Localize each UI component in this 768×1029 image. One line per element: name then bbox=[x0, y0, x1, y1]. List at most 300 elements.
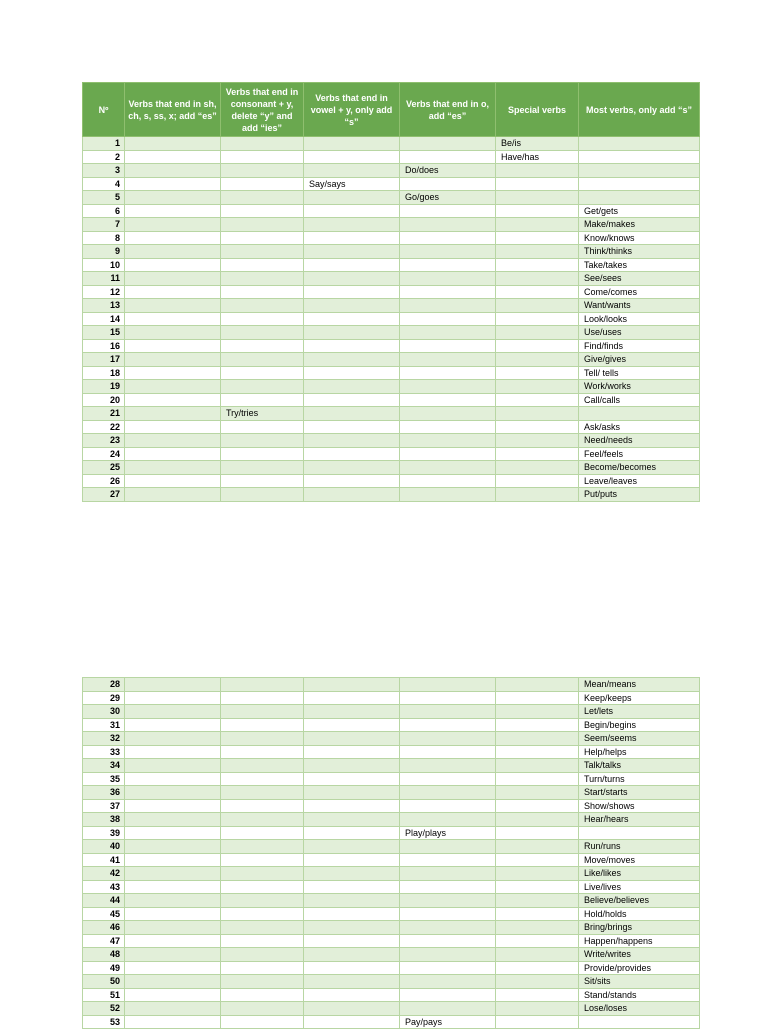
sh-ch-cell bbox=[125, 447, 221, 461]
vowel-y-cell bbox=[304, 488, 400, 502]
consonant-y-cell bbox=[221, 934, 304, 948]
most-verbs-cell: Provide/provides bbox=[579, 961, 700, 975]
most-verbs-cell: Show/shows bbox=[579, 799, 700, 813]
number-cell: 44 bbox=[83, 894, 125, 908]
consonant-y-cell bbox=[221, 894, 304, 908]
consonant-y-cell bbox=[221, 177, 304, 191]
table-row bbox=[83, 272, 700, 286]
table-row bbox=[83, 245, 700, 259]
special-verb-cell bbox=[496, 691, 579, 705]
vowel-y-cell bbox=[304, 218, 400, 232]
number-cell: 39 bbox=[83, 826, 125, 840]
ends-in-o-cell bbox=[400, 907, 496, 921]
special-verb-cell bbox=[496, 705, 579, 719]
consonant-y-cell bbox=[221, 380, 304, 394]
consonant-y-cell bbox=[221, 853, 304, 867]
number-cell: 21 bbox=[83, 407, 125, 421]
vowel-y-cell bbox=[304, 894, 400, 908]
special-verb-cell bbox=[496, 988, 579, 1002]
number-cell: 53 bbox=[83, 1015, 125, 1029]
most-verbs-cell: Talk/talks bbox=[579, 759, 700, 773]
table-row bbox=[83, 745, 700, 759]
most-verbs-cell: Bring/brings bbox=[579, 921, 700, 935]
special-verb-cell bbox=[496, 366, 579, 380]
ends-in-o-cell bbox=[400, 218, 496, 232]
special-verb-cell bbox=[496, 312, 579, 326]
number-cell: 45 bbox=[83, 907, 125, 921]
table-row bbox=[83, 150, 700, 164]
table-row bbox=[83, 961, 700, 975]
sh-ch-cell bbox=[125, 434, 221, 448]
most-verbs-cell bbox=[579, 164, 700, 178]
header-vowel-y: Verbs that end in vowel + y, only add “s” bbox=[304, 83, 400, 137]
special-verb-cell bbox=[496, 799, 579, 813]
vowel-y-cell bbox=[304, 285, 400, 299]
header-number: Nº bbox=[83, 83, 125, 137]
vowel-y-cell bbox=[304, 299, 400, 313]
special-verb-cell bbox=[496, 420, 579, 434]
table-row bbox=[83, 312, 700, 326]
special-verb-cell bbox=[496, 447, 579, 461]
special-verb-cell: Have/has bbox=[496, 150, 579, 164]
most-verbs-cell: Start/starts bbox=[579, 786, 700, 800]
table-row bbox=[83, 191, 700, 205]
special-verb-cell bbox=[496, 975, 579, 989]
ends-in-o-cell bbox=[400, 380, 496, 394]
ends-in-o-cell bbox=[400, 137, 496, 151]
most-verbs-cell: Become/becomes bbox=[579, 461, 700, 475]
consonant-y-cell bbox=[221, 988, 304, 1002]
most-verbs-cell: Help/helps bbox=[579, 745, 700, 759]
vowel-y-cell bbox=[304, 732, 400, 746]
sh-ch-cell bbox=[125, 204, 221, 218]
vowel-y-cell bbox=[304, 759, 400, 773]
table-row bbox=[83, 948, 700, 962]
table-row bbox=[83, 678, 700, 692]
vowel-y-cell bbox=[304, 137, 400, 151]
vowel-y-cell bbox=[304, 447, 400, 461]
table-row bbox=[83, 204, 700, 218]
special-verb-cell bbox=[496, 718, 579, 732]
sh-ch-cell bbox=[125, 961, 221, 975]
consonant-y-cell bbox=[221, 745, 304, 759]
consonant-y-cell bbox=[221, 488, 304, 502]
special-verb-cell bbox=[496, 678, 579, 692]
consonant-y-cell bbox=[221, 826, 304, 840]
vowel-y-cell bbox=[304, 718, 400, 732]
special-verb-cell bbox=[496, 339, 579, 353]
table-row bbox=[83, 488, 700, 502]
header-sh-ch-s-ss-x: Verbs that end in sh, ch, s, ss, x; add “es” bbox=[125, 83, 221, 137]
table-row bbox=[83, 988, 700, 1002]
most-verbs-cell: Make/makes bbox=[579, 218, 700, 232]
most-verbs-cell: Move/moves bbox=[579, 853, 700, 867]
sh-ch-cell bbox=[125, 759, 221, 773]
table-row bbox=[83, 840, 700, 854]
table-row bbox=[83, 799, 700, 813]
header-most-verbs: Most verbs, only add “s” bbox=[579, 83, 700, 137]
number-cell: 4 bbox=[83, 177, 125, 191]
sh-ch-cell bbox=[125, 461, 221, 475]
ends-in-o-cell bbox=[400, 461, 496, 475]
most-verbs-cell: Ask/asks bbox=[579, 420, 700, 434]
consonant-y-cell bbox=[221, 204, 304, 218]
table-row bbox=[83, 759, 700, 773]
sh-ch-cell bbox=[125, 312, 221, 326]
sh-ch-cell bbox=[125, 705, 221, 719]
number-cell: 41 bbox=[83, 853, 125, 867]
sh-ch-cell bbox=[125, 380, 221, 394]
consonant-y-cell bbox=[221, 948, 304, 962]
table-row bbox=[83, 867, 700, 881]
table-row bbox=[83, 813, 700, 827]
special-verb-cell bbox=[496, 393, 579, 407]
most-verbs-cell: See/sees bbox=[579, 272, 700, 286]
table-row bbox=[83, 894, 700, 908]
vowel-y-cell bbox=[304, 1015, 400, 1029]
most-verbs-cell: Mean/means bbox=[579, 678, 700, 692]
sh-ch-cell bbox=[125, 285, 221, 299]
special-verb-cell bbox=[496, 786, 579, 800]
ends-in-o-cell bbox=[400, 948, 496, 962]
consonant-y-cell bbox=[221, 164, 304, 178]
sh-ch-cell bbox=[125, 948, 221, 962]
table-row bbox=[83, 339, 700, 353]
ends-in-o-cell bbox=[400, 447, 496, 461]
ends-in-o-cell: Go/goes bbox=[400, 191, 496, 205]
consonant-y-cell bbox=[221, 840, 304, 854]
special-verb-cell bbox=[496, 191, 579, 205]
ends-in-o-cell bbox=[400, 880, 496, 894]
ends-in-o-cell bbox=[400, 759, 496, 773]
number-cell: 38 bbox=[83, 813, 125, 827]
vowel-y-cell bbox=[304, 867, 400, 881]
consonant-y-cell bbox=[221, 231, 304, 245]
sh-ch-cell bbox=[125, 353, 221, 367]
ends-in-o-cell bbox=[400, 988, 496, 1002]
consonant-y-cell bbox=[221, 272, 304, 286]
sh-ch-cell bbox=[125, 853, 221, 867]
most-verbs-cell: Let/lets bbox=[579, 705, 700, 719]
sh-ch-cell bbox=[125, 150, 221, 164]
special-verb-cell bbox=[496, 826, 579, 840]
sh-ch-cell bbox=[125, 921, 221, 935]
special-verb-cell bbox=[496, 461, 579, 475]
consonant-y-cell bbox=[221, 137, 304, 151]
consonant-y-cell bbox=[221, 1002, 304, 1016]
vowel-y-cell bbox=[304, 907, 400, 921]
consonant-y-cell bbox=[221, 218, 304, 232]
number-cell: 25 bbox=[83, 461, 125, 475]
table-row bbox=[83, 231, 700, 245]
special-verb-cell bbox=[496, 840, 579, 854]
table-row bbox=[83, 786, 700, 800]
number-cell: 24 bbox=[83, 447, 125, 461]
vowel-y-cell bbox=[304, 245, 400, 259]
consonant-y-cell bbox=[221, 339, 304, 353]
vowel-y-cell bbox=[304, 434, 400, 448]
number-cell: 27 bbox=[83, 488, 125, 502]
ends-in-o-cell bbox=[400, 691, 496, 705]
number-cell: 2 bbox=[83, 150, 125, 164]
number-cell: 51 bbox=[83, 988, 125, 1002]
ends-in-o-cell bbox=[400, 705, 496, 719]
sh-ch-cell bbox=[125, 1015, 221, 1029]
number-cell: 30 bbox=[83, 705, 125, 719]
number-cell: 5 bbox=[83, 191, 125, 205]
sh-ch-cell bbox=[125, 420, 221, 434]
most-verbs-cell: Use/uses bbox=[579, 326, 700, 340]
sh-ch-cell bbox=[125, 326, 221, 340]
vowel-y-cell bbox=[304, 474, 400, 488]
sh-ch-cell bbox=[125, 894, 221, 908]
most-verbs-cell: Call/calls bbox=[579, 393, 700, 407]
number-cell: 18 bbox=[83, 366, 125, 380]
consonant-y-cell bbox=[221, 285, 304, 299]
vowel-y-cell bbox=[304, 921, 400, 935]
table-row bbox=[83, 393, 700, 407]
sh-ch-cell bbox=[125, 393, 221, 407]
most-verbs-cell: Begin/begins bbox=[579, 718, 700, 732]
verbs-table-top bbox=[82, 82, 700, 502]
vowel-y-cell bbox=[304, 961, 400, 975]
sh-ch-cell bbox=[125, 813, 221, 827]
most-verbs-cell: Know/knows bbox=[579, 231, 700, 245]
consonant-y-cell bbox=[221, 799, 304, 813]
special-verb-cell bbox=[496, 934, 579, 948]
sh-ch-cell bbox=[125, 867, 221, 881]
sh-ch-cell bbox=[125, 272, 221, 286]
vowel-y-cell bbox=[304, 353, 400, 367]
most-verbs-cell bbox=[579, 150, 700, 164]
ends-in-o-cell bbox=[400, 894, 496, 908]
sh-ch-cell bbox=[125, 1002, 221, 1016]
most-verbs-cell bbox=[579, 1015, 700, 1029]
special-verb-cell: Be/is bbox=[496, 137, 579, 151]
ends-in-o-cell bbox=[400, 853, 496, 867]
vowel-y-cell bbox=[304, 813, 400, 827]
table-row bbox=[83, 718, 700, 732]
number-cell: 32 bbox=[83, 732, 125, 746]
special-verb-cell bbox=[496, 204, 579, 218]
ends-in-o-cell bbox=[400, 366, 496, 380]
consonant-y-cell bbox=[221, 975, 304, 989]
table-row bbox=[83, 366, 700, 380]
most-verbs-cell: Believe/believes bbox=[579, 894, 700, 908]
vowel-y-cell bbox=[304, 258, 400, 272]
number-cell: 42 bbox=[83, 867, 125, 881]
special-verb-cell bbox=[496, 231, 579, 245]
most-verbs-cell: Lose/loses bbox=[579, 1002, 700, 1016]
special-verb-cell bbox=[496, 961, 579, 975]
special-verb-cell bbox=[496, 218, 579, 232]
most-verbs-cell: Run/runs bbox=[579, 840, 700, 854]
sh-ch-cell bbox=[125, 907, 221, 921]
number-cell: 48 bbox=[83, 948, 125, 962]
ends-in-o-cell bbox=[400, 772, 496, 786]
special-verb-cell bbox=[496, 407, 579, 421]
sh-ch-cell bbox=[125, 164, 221, 178]
ends-in-o-cell bbox=[400, 921, 496, 935]
vowel-y-cell bbox=[304, 380, 400, 394]
sh-ch-cell bbox=[125, 691, 221, 705]
ends-in-o-cell bbox=[400, 718, 496, 732]
special-verb-cell bbox=[496, 434, 579, 448]
sh-ch-cell bbox=[125, 218, 221, 232]
most-verbs-cell: Live/lives bbox=[579, 880, 700, 894]
special-verb-cell bbox=[496, 177, 579, 191]
ends-in-o-cell bbox=[400, 813, 496, 827]
consonant-y-cell bbox=[221, 366, 304, 380]
sh-ch-cell bbox=[125, 786, 221, 800]
consonant-y-cell bbox=[221, 921, 304, 935]
special-verb-cell bbox=[496, 299, 579, 313]
special-verb-cell bbox=[496, 813, 579, 827]
vowel-y-cell bbox=[304, 988, 400, 1002]
consonant-y-cell bbox=[221, 880, 304, 894]
consonant-y-cell bbox=[221, 1015, 304, 1029]
vowel-y-cell bbox=[304, 191, 400, 205]
ends-in-o-cell bbox=[400, 867, 496, 881]
sh-ch-cell bbox=[125, 231, 221, 245]
most-verbs-cell: Feel/feels bbox=[579, 447, 700, 461]
special-verb-cell bbox=[496, 745, 579, 759]
number-cell: 8 bbox=[83, 231, 125, 245]
sh-ch-cell bbox=[125, 488, 221, 502]
table-row bbox=[83, 772, 700, 786]
consonant-y-cell bbox=[221, 447, 304, 461]
vowel-y-cell bbox=[304, 393, 400, 407]
most-verbs-cell: Happen/happens bbox=[579, 934, 700, 948]
number-cell: 17 bbox=[83, 353, 125, 367]
number-cell: 9 bbox=[83, 245, 125, 259]
number-cell: 29 bbox=[83, 691, 125, 705]
sh-ch-cell bbox=[125, 177, 221, 191]
ends-in-o-cell bbox=[400, 488, 496, 502]
ends-in-o-cell: Play/plays bbox=[400, 826, 496, 840]
consonant-y-cell bbox=[221, 907, 304, 921]
consonant-y-cell bbox=[221, 961, 304, 975]
vowel-y-cell bbox=[304, 840, 400, 854]
vowel-y-cell bbox=[304, 826, 400, 840]
number-cell: 15 bbox=[83, 326, 125, 340]
ends-in-o-cell bbox=[400, 975, 496, 989]
vowel-y-cell bbox=[304, 420, 400, 434]
consonant-y-cell bbox=[221, 420, 304, 434]
ends-in-o-cell bbox=[400, 353, 496, 367]
sh-ch-cell bbox=[125, 840, 221, 854]
consonant-y-cell bbox=[221, 326, 304, 340]
most-verbs-cell bbox=[579, 407, 700, 421]
table-row bbox=[83, 177, 700, 191]
table-row bbox=[83, 164, 700, 178]
number-cell: 10 bbox=[83, 258, 125, 272]
verbs-table-bottom bbox=[82, 677, 700, 1029]
vowel-y-cell bbox=[304, 934, 400, 948]
number-cell: 35 bbox=[83, 772, 125, 786]
table-row bbox=[83, 137, 700, 151]
consonant-y-cell bbox=[221, 312, 304, 326]
special-verb-cell bbox=[496, 853, 579, 867]
number-cell: 19 bbox=[83, 380, 125, 394]
consonant-y-cell bbox=[221, 393, 304, 407]
sh-ch-cell bbox=[125, 678, 221, 692]
most-verbs-cell bbox=[579, 191, 700, 205]
ends-in-o-cell bbox=[400, 407, 496, 421]
special-verb-cell bbox=[496, 285, 579, 299]
table-row bbox=[83, 1015, 700, 1029]
vowel-y-cell bbox=[304, 312, 400, 326]
ends-in-o-cell bbox=[400, 799, 496, 813]
ends-in-o-cell bbox=[400, 678, 496, 692]
consonant-y-cell bbox=[221, 691, 304, 705]
consonant-y-cell bbox=[221, 786, 304, 800]
vowel-y-cell bbox=[304, 1002, 400, 1016]
vowel-y-cell bbox=[304, 461, 400, 475]
sh-ch-cell bbox=[125, 880, 221, 894]
sh-ch-cell bbox=[125, 137, 221, 151]
number-cell: 43 bbox=[83, 880, 125, 894]
table-row bbox=[83, 732, 700, 746]
ends-in-o-cell bbox=[400, 150, 496, 164]
number-cell: 11 bbox=[83, 272, 125, 286]
number-cell: 34 bbox=[83, 759, 125, 773]
most-verbs-cell: Stand/stands bbox=[579, 988, 700, 1002]
number-cell: 7 bbox=[83, 218, 125, 232]
number-cell: 28 bbox=[83, 678, 125, 692]
vowel-y-cell bbox=[304, 948, 400, 962]
most-verbs-cell: Leave/leaves bbox=[579, 474, 700, 488]
vowel-y-cell bbox=[304, 853, 400, 867]
ends-in-o-cell bbox=[400, 285, 496, 299]
number-cell: 3 bbox=[83, 164, 125, 178]
special-verb-cell bbox=[496, 164, 579, 178]
number-cell: 6 bbox=[83, 204, 125, 218]
sh-ch-cell bbox=[125, 732, 221, 746]
table-row bbox=[83, 326, 700, 340]
sh-ch-cell bbox=[125, 988, 221, 1002]
number-cell: 31 bbox=[83, 718, 125, 732]
most-verbs-cell: Write/writes bbox=[579, 948, 700, 962]
ends-in-o-cell bbox=[400, 961, 496, 975]
table-row bbox=[83, 474, 700, 488]
table-row bbox=[83, 826, 700, 840]
most-verbs-cell: Get/gets bbox=[579, 204, 700, 218]
table-row bbox=[83, 880, 700, 894]
ends-in-o-cell bbox=[400, 245, 496, 259]
number-cell: 1 bbox=[83, 137, 125, 151]
ends-in-o-cell bbox=[400, 272, 496, 286]
special-verb-cell bbox=[496, 907, 579, 921]
most-verbs-cell: Want/wants bbox=[579, 299, 700, 313]
table-row bbox=[83, 921, 700, 935]
table-row bbox=[83, 285, 700, 299]
ends-in-o-cell bbox=[400, 177, 496, 191]
header-row bbox=[83, 83, 700, 137]
number-cell: 46 bbox=[83, 921, 125, 935]
sh-ch-cell bbox=[125, 258, 221, 272]
table-row bbox=[83, 434, 700, 448]
consonant-y-cell bbox=[221, 245, 304, 259]
table-row bbox=[83, 907, 700, 921]
number-cell: 40 bbox=[83, 840, 125, 854]
number-cell: 50 bbox=[83, 975, 125, 989]
most-verbs-cell bbox=[579, 177, 700, 191]
special-verb-cell bbox=[496, 867, 579, 881]
special-verb-cell bbox=[496, 732, 579, 746]
special-verb-cell bbox=[496, 245, 579, 259]
header-ends-in-o: Verbs that end in o, add “es” bbox=[400, 83, 496, 137]
